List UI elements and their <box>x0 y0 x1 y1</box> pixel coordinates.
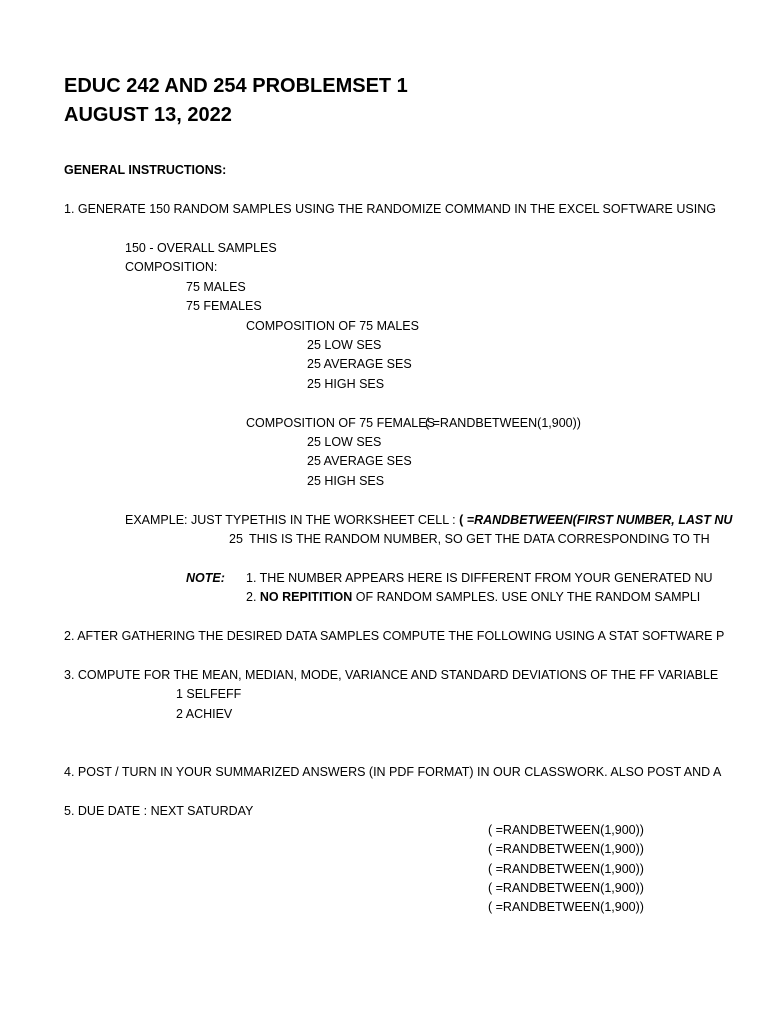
females-count: 75 FEMALES <box>186 299 262 313</box>
example-lead: EXAMPLE: JUST TYPETHIS IN THE WORKSHEET CELL : <box>125 513 460 527</box>
formula-5: ( =RANDBETWEEN(1,900)) <box>488 900 644 914</box>
note-line-2-prefix: 2. <box>246 590 260 604</box>
formula-3: ( =RANDBETWEEN(1,900)) <box>488 862 644 876</box>
males-composition-heading: COMPOSITION OF 75 MALES <box>246 319 419 333</box>
instruction-item-3: 3. COMPUTE FOR THE MEAN, MEDIAN, MODE, VARIANCE AND STANDARD DEVIATIONS OF THE FF VARIABLE <box>64 668 719 682</box>
note-label: NOTE: <box>186 571 225 585</box>
females-composition-heading: COMPOSITION OF 75 FEMALES <box>246 416 435 430</box>
instruction-item-4: 4. POST / TURN IN YOUR SUMMARIZED ANSWERS (IN PDF FORMAT) IN OUR CLASSWORK. ALSO POST AND A <box>64 765 722 779</box>
females-average-ses: 25 AVERAGE SES <box>307 454 412 468</box>
overall-samples: 150 - OVERALL SAMPLES <box>125 241 277 255</box>
males-high-ses: 25 HIGH SES <box>307 377 385 391</box>
example-formula-open: ( <box>459 513 467 527</box>
females-formula: ( =RANDBETWEEN(1,900)) <box>425 416 581 430</box>
note-line-2 <box>246 589 700 605</box>
instruction-item-1: 1. GENERATE 150 RANDOM SAMPLES USING THE RANDOMIZE COMMAND IN THE EXCEL SOFTWARE USING <box>64 202 716 216</box>
females-low-ses: 25 LOW SES <box>307 435 382 449</box>
note-line-2-rest: OF RANDOM SAMPLES. USE ONLY THE RANDOM SAMPLI <box>352 590 701 604</box>
males-low-ses: 25 LOW SES <box>307 338 382 352</box>
males-average-ses: 25 AVERAGE SES <box>307 357 412 371</box>
note-line-1: 1. THE NUMBER APPEARS HERE IS DIFFERENT FROM YOUR GENERATED NU <box>246 571 713 585</box>
example-number: 25 <box>229 532 243 546</box>
formula-2: ( =RANDBETWEEN(1,900)) <box>488 842 644 856</box>
title-line-1: EDUC 242 AND 254 PROBLEMSET 1 <box>64 75 408 97</box>
example-line <box>125 512 732 528</box>
composition-label: COMPOSITION: <box>125 260 218 274</box>
formula-4: ( =RANDBETWEEN(1,900)) <box>488 881 644 895</box>
variable-1: 1 SELFEFF <box>176 687 242 701</box>
instruction-item-2: 2. AFTER GATHERING THE DESIRED DATA SAMPLES COMPUTE THE FOLLOWING USING A STAT SOFTWARE P <box>64 629 725 643</box>
males-count: 75 MALES <box>186 280 246 294</box>
example-number-text: THIS IS THE RANDOM NUMBER, SO GET THE DATA CORRESPONDING TO TH <box>249 532 710 546</box>
example-formula: =RANDBETWEEN(FIRST NUMBER, LAST NU <box>466 513 733 527</box>
formula-1: ( =RANDBETWEEN(1,900)) <box>488 823 644 837</box>
variable-2: 2 ACHIEV <box>176 707 233 721</box>
title-line-2: AUGUST 13, 2022 <box>64 104 232 126</box>
females-high-ses: 25 HIGH SES <box>307 474 385 488</box>
note-line-2-bold: NO REPITITION <box>259 590 353 604</box>
general-instructions-heading: GENERAL INSTRUCTIONS: <box>64 163 227 177</box>
instruction-item-5: 5. DUE DATE : NEXT SATURDAY <box>64 804 254 818</box>
